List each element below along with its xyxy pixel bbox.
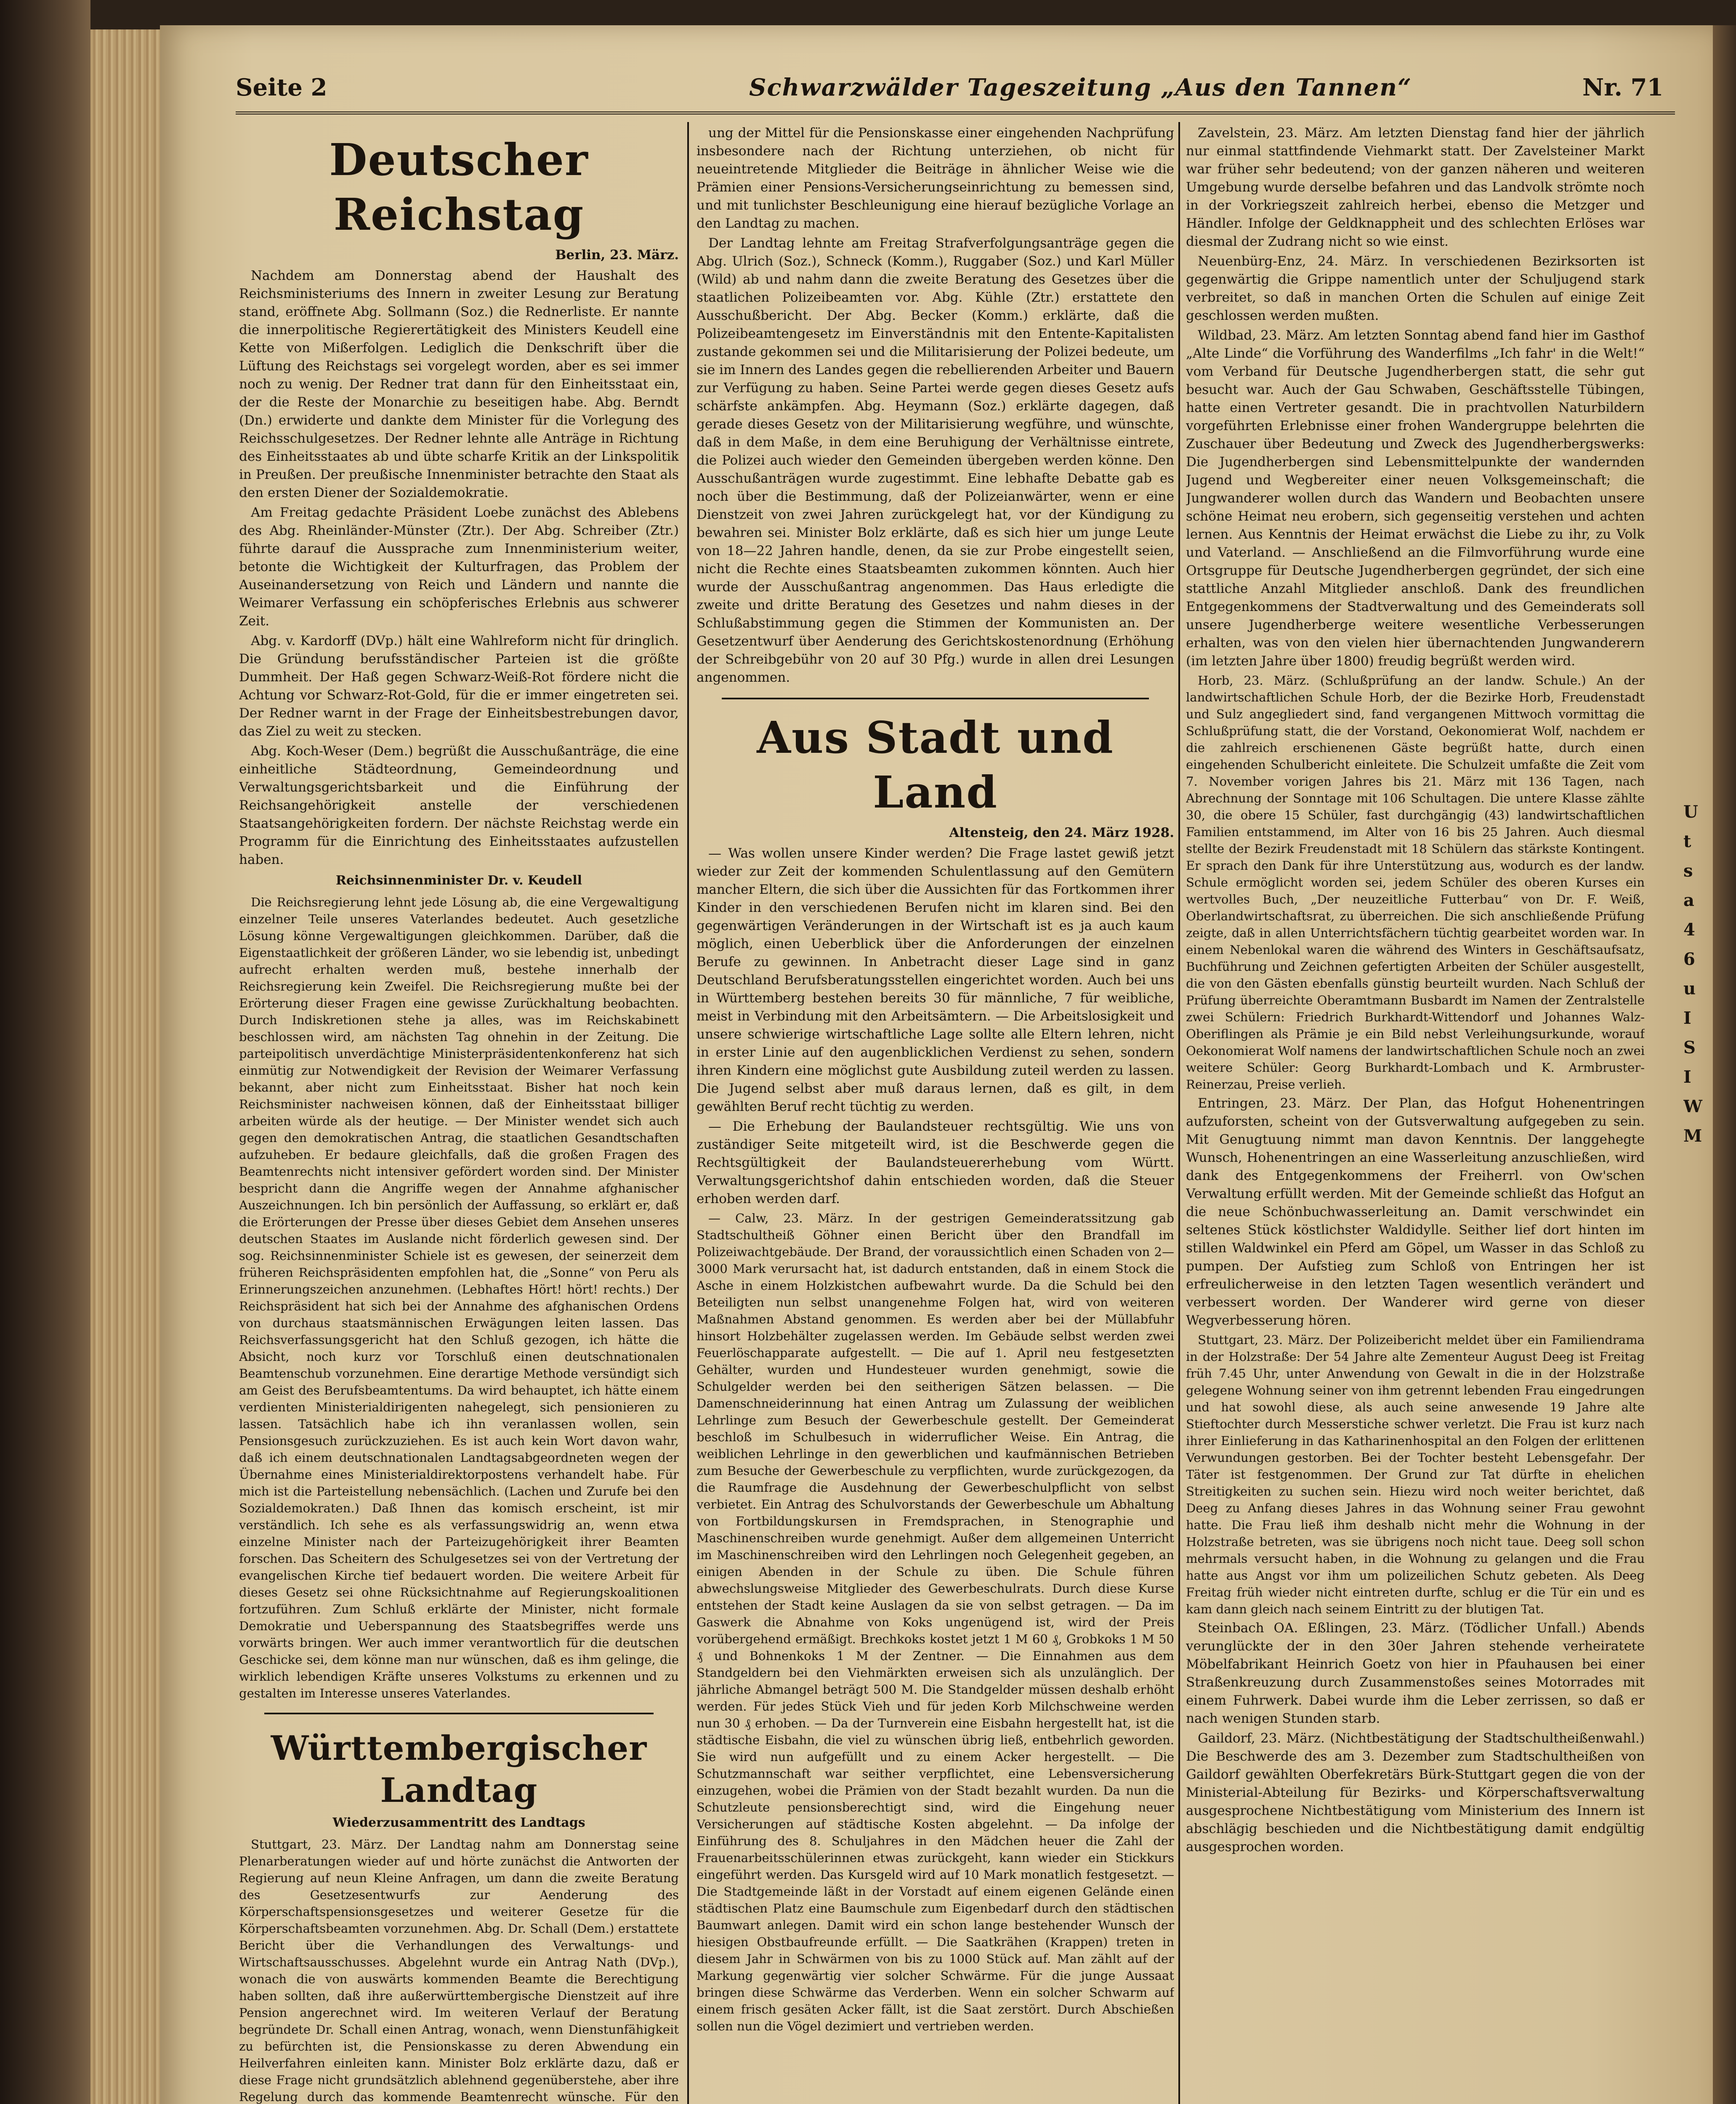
paragraph: Wildbad, 23. März. Am letzten Sonntag abend fand hier im Gasthof „Alte Linde“ die Vorführung des Wanderfilms „Ich fahr' in die Welt!“ vom Verband für Deutsche Jugendherbergen statt, die sehr gut besucht war. Auch der Gau Schwaben, Geschäftsstelle Tübingen, hatte einen Vertreter gesandt. Die in prachtvollen Naturbildern vorgeführten Erlebnisse einer frohen Wandergruppe belehrten die Zuschauer über Bedeutung und Zweck des Jugendherbergswerks: Die Jugendherbergen sind Lebensmittelpunkte der wandernden Jugend und Wegbereiter einer neuen Volksgemeinschaft; die Jungwanderer wollen durch das Wandern und Beobachten unsere schöne Heimat neu erobern, sich gegenseitig verstehen und achten lernen. Aus Kenntnis der Heimat erwächst die Liebe zu ihr, zu Volk und Vaterland. — Anschließend an die Filmvorführung wurde eine Ortsgruppe für Deutsche Jugendherbergen gegründet, der sich eine stattliche Anzahl Mitglieder anschloß. Dank des freundlichen Entgegenkommens der Stadtverwaltung und des Gemeinderats soll unsere Jugendherberge weitere wesentliche Verbesserungen erhalten, was von den vielen hier übernachtenden Jungwanderern (im letzten Jahre über 1800) freudig begrüßt werden wird. <box>1186 328 1645 669</box>
paragraph: ung der Mittel für die Pensionskasse einer eingehenden Nachprüfung insbesondere nach der Richtung unterziehen, ob nicht für neueintretende Mitglieder die Beiträge in ähnlicher Weise wie die Prämien einer Pensions-Versicherungseinrichtung zu bemessen sind, und mit tunlichster Beschleunigung eine hierauf bezügliche Vorlage an den Landtag zu machen. <box>697 125 1174 231</box>
paragraph: Steinbach OA. Eßlingen, 23. März. (Tödlicher Unfall.) Abends verunglückte der in den 30er Jahren stehende verheiratete Möbelfabrikant Heinrich Goetz von hier in Pfauhausen bei einer Straßenkreuzung durch Zusammenstoßes seines Motorrades mit einem Fuhrwerk. Dabei wurde ihm die Leber zerrissen, so daß er nach wenigen Stunden starb. <box>1186 1621 1645 1726</box>
headline-reichstag: Deutscher Reichstag <box>329 134 589 240</box>
issue-number: Nr. 71 <box>1582 74 1664 101</box>
text-fragment: 4 <box>1683 920 1695 940</box>
book-binding <box>0 0 90 2104</box>
paragraph: — Calw, 23. März. In der gestrigen Gemeinderatssitzung gab Stadtschultheiß Göhner einen Bericht über den Brandfall im Polizeiwachtgebäude. Der Brand, der voraussichtlich einen Schaden von 2—3000 Mark verursacht hat, ist dadurch entstanden, daß in einem Stock die Asche in einem Holzkistchen aufbewahrt wurde. Da die Schuld bei den Beteiligten nun selbst unangenehme Folgen hat, wird von weiteren Maßnahmen Abstand genommen. Es werden aber bei der Müllabfuhr hinsort Holzbehälter zugelassen werden. Im Gebäude selbst werden zwei Feuerlöschapparate aufgestellt. — Die auf 1. April neu festgesetzten Gehälter, wurden und Hundesteuer wurden genehmigt, sowie die Schulgelder werden bei den seitherigen Sätzen belassen. — Die Damenschneiderinnung hat einen Antrag um Zulassung der weiblichen Lehrlinge zum Besuch der Gewerbeschule gestellt. Der Gemeinderat beschloß im Schulbesuch in widerruflicher Weise. Ein Antrag, die weiblichen Lehrlinge in den gewerblichen und kaufmännischen Betrieben zum Besuche der Gewerbeschule zu verpflichten, wurde zurückgezogen, da die Raumfrage die Ausdehnung der Gewerbeschulpflicht von selbst verbietet. Ein Antrag des Schulvorstands der Gewerbeschule um Abhaltung von Fortbildungskursen in Fremdsprachen, in Stenographie und Maschinenschreiben wurde genehmigt. Außer dem allgemeinen Unterricht im Maschinenschreiben wird den Lehrlingen noch Gelegenheit gegeben, an einigen Abenden in der Schule zu üben. Die Schule führen abwechslungsweise Mitglieder des Gewerbeschulrats. Durch diese Kurse entstehen der Stadt keine Auslagen da sie von selbst getragen. — Da im Gaswerk die Abnahme von Koks ungenügend ist, wird der Preis vorübergehend ermäßigt. Brechkoks kostet jetzt 1 M 60 ₰, Grobkoks 1 M 50 ₰ und Bohnenkoks 1 M der Zentner. — Die Einnahmen aus dem Standgeldern bei den Viehmärkten erweisen sich als unzulänglich. Der jährliche Abmangel beträgt 500 M. Die Standgelder müssen deshalb erhöht werden. Für jedes Stück Vieh und für jeden Korb Milchschweine werden nun 30 ₰ erhoben. — Da der Turnverein eine Eisbahn hergestellt hat, ist die städtische Eisbahn, die viel zu wünschen übrig ließ, entbehrlich geworden. Sie wird nun aufgefüllt und zu einem Acker hergestellt. — Die Schutzmannschaft war seither verpflichtet, eine Lebensversicherung einzugehen, wobei die Prämien von der Stadt bezahlt wurden. Da nun die Schutzleute pensionsberechtigt sind, wird die Eingehung neuer Versicherungen auf städtische Kosten abgelehnt. — Da infolge der Einführung des 8. Schuljahres in den Mädchen heuer die Zahl der Frauenarbeitsschülerinnen etwas zurückgeht, kann wieder ein Stickkurs eingeführt werden. Das Kursgeld wird auf 10 Mark monatlich festgesetzt. — Die Stadtgemeinde läßt in der Vorstadt auf einem eigenen Gelände einen städtischen Platz eine Baumschule zum Eigenbedarf durch den städtischen Baumwart anlegen. Damit wird ein schon lange bestehender Wunsch der hiesigen Obstbaufreunde erfüllt. — Die Saatkrähen (Krappen) treten in diesem Jahr in Schwärmen von bis zu 1000 Stück auf. Man zählt auf der Markung gegenwärtig vier solcher Schwärme. Für die junge Aussaat bringen diese Schwärme das Verderben. Wenn ein solcher Schwarm auf einem frisch gesäten Acker fällt, ist die Saat zerstört. Durch Abschießen sollen nun die Vögel dezimiert und vertrieben werden. <box>697 1211 1174 2033</box>
paragraph: — Was wollen unsere Kinder werden? Die Frage lastet gewiß jetzt wieder zur Zeit der kommenden Schulentlassung auf den Gemütern mancher Eltern, die sich über die Aussichten für das Fortkommen ihrer Kinder in den verschiedenen Berufen nicht im klaren sind. Bei den gegenwärtigen Veränderungen in der Wirtschaft ist es ja auch kaum möglich, einen Ueberblick über die Anforderungen der einzelnen Berufe zu gewinnen. In Anbetracht dieser Lage sind in ganz Deutschland Berufsberatungsstellen eingerichtet worden. Auch bei uns in Württemberg bestehen bereits 30 für männliche, 7 für weibliche, meist in Verbindung mit den Arbeitsämtern. — Die Arbeitslosigkeit und unsere schwierige wirtschaftliche Lage sollte alle Eltern lehren, nicht in erster Linie auf den augenblicklichen Verdienst zu sehen, sondern ihren Kindern eine möglichst gute Ausbildung zuteil werden zu lassen. Die Jugend selbst aber muß daraus lernen, daß es gilt, in dem gewählten Beruf recht tüchtig zu werden. <box>697 846 1174 1114</box>
paragraph: Zavelstein, 23. März. Am letzten Dienstag fand hier der jährlich nur einmal stattfindende Viehmarkt statt. Der Zavelsteiner Markt war früher sehr bedeutend; von der ganzen näheren und weiteren Umgebung wurde derselbe befahren und das Landvolk strömte noch in der Vorkriegszeit zahlreich herbei, ebenso die Metzger und Händler. Infolge der Geldknappheit und des schlechten Erlöses war diesmal der Zudrang nicht so wie einst. <box>1186 125 1645 249</box>
right-edge-shadow <box>1713 25 1736 2104</box>
section-rule <box>264 1713 654 1714</box>
paragraph: Der Landtag lehnte am Freitag Strafverfolgungsanträge gegen die Abg. Ulrich (Soz.), Schneck (Komm.), Ruggaber (Soz.) und Karl Müller (Wild) ab und nahm dann die zweite Beratung des Gesetzes über die staatlichen Polizeibeamten vor. Abg. Kühle (Ztr.) erstattete den Ausschußbericht. Der Abg. Becker (Komm.) erklärte, daß die Polizeibeamtengesetz im Einverständnis mit den Entente-Kapitalisten zustande gekommen sei und die Militarisierung der Polizei bedeute, um sie im Innern des Landes gegen die rebellierenden Arbeiter und Bauern zur Verfügung zu haben. Seine Partei werde gegen dieses Gesetz aufs schärfste ankämpfen. Abg. Heymann (Soz.) erklärte dagegen, daß gerade dieses Gesetz von der Militarisierung wegführe, und wünschte, daß in dem Maße, in dem eine Beruhigung der Verhältnisse eintrete, die Polizei auch wieder den Gemeinden übergeben werden könne. Den Ausschußanträgen wurde zugestimmt. Eine lebhafte Debatte gab es noch über die Bestimmung, daß der Polizeianwärter, wenn er eine Dienstzeit von zwei Jahren zurückgelegt hat, vor der Kündigung zu bewahren sei. Minister Bolz erklärte, daß es sich hier um junge Leute von 18—22 Jahren handle, denen, da sie zur Probe eingestellt seien, nicht die Rechte eines Staatsbeamten zukommen könnten. Auch hier wurde der Ausschußantrag angenommen. Das Haus erledigte die zweite und dritte Beratung des Gesetzes und nahm dieses in der Schlußabstimmung gegen die Stimmen der Kommunisten an. Der Gesetzentwurf über Aenderung des Gerichtskostenordnung (Erhöhung der Schreibgebühr von 20 auf 30 Pfg.) wurde in allen drei Lesungen angenommen. <box>697 236 1174 685</box>
column-3 <box>1186 124 1645 2104</box>
column-divider <box>687 122 689 2104</box>
headline-landtag: Württembergischer Landtag <box>271 1728 647 1810</box>
text-fragment: u <box>1683 979 1696 999</box>
page-number-label: Seite 2 <box>236 74 327 101</box>
text-fragment: U <box>1683 802 1698 822</box>
dateline: Altensteig, den 24. März 1928. <box>949 825 1174 840</box>
paragraph: — Die Erhebung der Baulandsteuer rechtsgültig. Wie uns von zuständiger Seite mitgeteilt wird, ist die Beschwerde gegen die Rechtsgültigkeit der Baulandsteuererhebung vom Württ. Verwaltungsgerichtshof dahin entschieden worden, daß die Steuer erhoben werden darf. <box>697 1119 1174 1206</box>
column-divider <box>1178 122 1180 2104</box>
next-page-fragment <box>1683 800 1713 1809</box>
paragraph: Abg. Koch-Weser (Dem.) begrüßt die Ausschußanträge, die eine einheitliche Städteordnung, Gemeindeordnung und Verwaltungsgerichtsbarkeit und die Einführung der Reichsangehörigkeit anstelle der verschiedenen Staatsangehörigkeiten fordern. Der nächste Reichstag werde ein Programm für die Einrichtung des Einheitsstaates aufzustellen haben. <box>239 744 679 867</box>
paragraph: Stuttgart, 23. März. Der Landtag nahm am Donnerstag seine Plenarberatungen wieder auf und hörte zunächst die Antworten der Regierung auf neun Kleine Anfragen, um dann die zweite Beratung des Gesetzesentwurfs zur Aenderung des Körperschaftspensionsgesetzes und weiterer Gesetze für die Körperschaftsbeamten vorzunehmen. Abg. Dr. Schall (Dem.) erstattete Bericht über die Verhandlungen des Verwaltungs- und Wirtschaftsausschusses. Abgelehnt wurde ein Antrag Nath (DVp.), wonach die von auswärts kommenden Beamte die Berechtigung haben sollten, daß ihre außerwürttembergische Dienstzeit auf ihre Pension angerechnet wird. Im weiteren Verlauf der Beratung begründete Dr. Schall einen Antrag, wonach, wenn Dienstunfähigkeit zu befürchten ist, die Pensionskasse zu deren Abwendung ein Heilverfahren einleiten kann. Minister Bolz erklärte dazu, daß er diese Frage nicht grundsätzlich ablehnend gegenüberstehe, aber ihre Regelung durch das kommende Beamtenrecht wünsche. Für den <box>239 1837 679 2104</box>
paragraph: Am Freitag gedachte Präsident Loebe zunächst des Ablebens des Abg. Rheinländer-Münster (Ztr.). Der Abg. Schreiber (Ztr.) führte darauf die Aussprache zum Innenministerium weiter, betonte die Wichtigkeit der Kulturfragen, das Problem der Auseinandersetzung von Reich und Ländern und nannte die Weimarer Verfassung ein schöpferisches Erlebnis aus schwerer Zeit. <box>239 505 679 629</box>
paragraph: Neuenbürg-Enz, 24. März. In verschiedenen Bezirksorten ist gegenwärtig die Grippe namentlich unter der Schuljugend stark verbreitet, so daß in manchen Orten die Schulen auf einige Zeit geschlossen werden mußten. <box>1186 254 1645 323</box>
section-rule <box>722 698 1149 699</box>
text-fragment: M <box>1683 1126 1702 1146</box>
text-fragment: I <box>1683 1067 1691 1087</box>
paragraph: Horb, 23. März. (Schlußprüfung an der landw. Schule.) An der landwirtschaftlichen Schule Horb, der die Bezirke Horb, Freudenstadt und Sulz angegliedert sind, fand vergangenen Mittwoch vormittag die Schlußprüfung statt, die der Vorstand, Oekonomierat Wolf, nachdem er die zahlreich erschienenen Gäste begrüßt hatte, durch einen eingehenden Schulbericht einleitete. Die Schulzeit umfaßte die Zeit vom 7. November vorigen Jahres bis 21. März mit 136 Tagen, nach Abrechnung der Sonntage mit 106 Schultagen. Die untere Klasse zählte 30, die obere 15 Schüler, fast durchgängig (43) landwirtschaftlichen Familien entstammend, im Alter von 16 bis 25 Jahren. Auch diesmal stellte der Bezirk Freudenstadt mit 18 Schülern das stärkste Kontingent. Er sprach den Dank für ihre Unterstützung aus, wodurch es der landw. Schule ermöglicht worden sei, jedem Schüler des oberen Kurses ein wertvolles Buch, „Der neuzeitliche Futterbau“ von Dr. F. Weiß, Oberlandwirtschaftsrat, zu überreichen. Die sich anschließende Prüfung zeigte, daß in allen Unterrichtsfächern tüchtig gearbeitet worden war. In einem Nebenlokal waren die während des Winters in Geschäftsaufsatz, Buchführung und Zeichnen gefertigten Arbeiten der Schüler ausgestellt, die von den Gästen ebenfalls günstig beurteilt wurden. Nach Schluß der Prüfung überreichte Oberamtmann Busbardt im Namen der Zentralstelle zwei Schülern: Friedrich Burkhardt-Wittendorf und Johannes Walz-Oberiflingen als Prämie je ein Bild nebst Verleihungsurkunde, worauf Oekonomierat Wolf namens der landwirtschaftlichen Schule noch an zwei weitere Schüler: Georg Burkhardt-Lombach und K. Armbruster-Reinerzau, Preise verlieh. <box>1186 673 1645 1092</box>
text-fragment: 6 <box>1683 949 1695 969</box>
text-fragment: a <box>1683 890 1694 910</box>
paragraph: Stuttgart, 23. März. Der Polizeibericht meldet über ein Familiendrama in der Holzstraße: Der 54 Jahre alte Zementeur August Deeg ist Freitag früh 7.45 Uhr, unter Anwendung von Gewalt in die in der Holzstraße gelegene Wohnung seiner von ihm getrennt lebenden Frau eingedrungen und hat sowohl diese, als auch seine anwesende 19 Jahre alte Stieftochter durch Messerstiche schwer verletzt. Die Frau ist kurz nach ihrer Einlieferung in das Katharinenhospital an den Folgen der erlittenen Verwundungen gestorben. Bei der Tochter besteht Lebensgefahr. Der Täter ist festgenommen. Der Grund zur Tat dürfte in ehelichen Streitigkeiten zu suchen sein. Hiezu wird noch weiter berichtet, daß Deeg zu Anfang dieses Jahres in das Wohnung seiner Frau gewohnt hatte. Die Frau ließ ihm deshalb nicht mehr die Wohnung in der Holzstraße betreten, was sie übrigens noch nicht taue. Deeg soll schon mehrmals versucht haben, in die Wohnung zu gelangen und die Frau hatte aus Angst vor ihm um polizeilichen Schutz gebeten. Als Deeg Freitag früh wieder nicht eintreten durfte, schlug er die Tür ein und es kam dann gleich nach seinem Eintritt zu der blutigen Tat. <box>1186 1333 1645 1616</box>
paragraph: Die Reichsregierung lehnt jede Lösung ab, die eine Vergewaltigung einzelner Teile unseres Vaterlandes bedeutet. Auch gesetzliche Lösung könne Vergewaltigungen gleichkommen. Darüber, daß die Eigenstaatlichkeit der größeren Länder, wo sie lebendig ist, unbedingt aufrecht erhalten werden muß, bestehe innerhalb der Reichsregierung kein Zweifel. Die Reichsregierung mußte bei der Erörterung dieser Fragen eine gewisse Zurückhaltung beobachten. Durch Indiskretionen stehe ja alles, was im Reichskabinett beschlossen wird, am nächsten Tag ohnehin in der Zeitung. Die parteipolitisch unverdächtige Ministerpräsidentenkonferenz hat sich einmütig zur Notwendigkeit der Revision der Weimarer Verfassung bekannt, aber nicht zum Einheitsstaat. Bisher hat noch kein Reichsminister nachweisen können, daß der Einheitsstaat billiger arbeiten würde als der heutige. — Der Minister wendet sich auch gegen den demokratischen Antrag, die staatlichen Gesandtschaften aufzuheben. Er bedaure gleichfalls, daß die großen Fragen des Beamtenrechts nicht intensiver gefördert worden sind. Der Minister bespricht dann die Angriffe wegen der Annahme afghanischer Auszeichnungen. Ich bin persönlich der Auffassung, so erklärt er, daß die Erörterungen der Presse über dieses Gebiet dem Ansehen unseres deutschen Staates im Auslande nicht förderlich gewesen sind. Der sog. Reichsinnenminister Schiele ist es gewesen, der seinerzeit dem früheren Reichspräsidenten empfohlen hat, die „Sonne“ von Peru als Erinnerungszeichen anzunehmen. (Lebhaftes Hört! hört! rechts.) Der Reichspräsident hat sich bei der Annahme des afghanischen Ordens von durchaus staatsmännischen Erwägungen leiten lassen. Das Reichsverfassungsgericht hat den Schluß gezogen, ich hätte die Absicht, noch kurz vor Torschluß einen deutschnationalen Beamtenschub vorzunehmen. Eine derartige Methode versündigt sich am Geist des Berufsbeamtentums. Da wird behauptet, ich hätte einem verdienten Ministerialdirigenten nahegelegt, sich pensionieren zu lassen. Tatsächlich habe ich ihn veranlassen wollen, sein Pensionsgesuch zurückzuziehen. Es ist auch kein Wort davon wahr, daß ich einem deutschnationalen Landtagsabgeordneten wegen der Übernahme eines Ministerialdirektorpostens verhandelt habe. Für mich ist die Parteistellung nebensächlich. (Lachen und Zurufe bei den Sozialdemokraten.) Daß Ihnen das komisch erscheint, ist mir verständlich. Ich sehe es als verfassungswidrig an, wenn etwa einzelne Minister nach der Parteizugehörigkeit ihrer Beamten forschen. Das Scheitern des Schulgesetzes sei von der Vertretung der evangelischen Kirche tief bedauert worden. Die weitere Arbeit für dieses Gesetz sei ohne Rücksichtnahme auf Regierungskoalitionen fortzuführen. Zum Schluß erklärte der Minister, nicht formale Demokratie und Ueberspannung des Staatsbegriffes werde uns vorwärts bringen. Wer auch immer verantwortlich für die deutschen Geschicke sei, dem könne man nur wünschen, daß es ihm gelinge, die wirklich lebendigen Kräfte unseres Volkstums zu erkennen und zu gestalten im Interesse unseres Vaterlandes. <box>239 895 679 1700</box>
subheading: Wiederzusammentritt des Landtags <box>332 1815 585 1830</box>
text-fragment: t <box>1683 832 1691 851</box>
paragraph: Abg. v. Kardorff (DVp.) hält eine Wahlreform nicht für dringlich. Die Gründung berufsständischer Parteien ist die größte Dummheit. Der Haß gegen Schwarz-Weiß-Rot fördere nicht die Achtung vor Schwarz-Rot-Gold, für die er immer eingetreten sei. Der Redner warnt in der Frage der Einheitsbestrebungen davor, das Ziel zu weit zu stecken. <box>239 633 679 739</box>
subheading: Reichsinnenminister Dr. v. Keudell <box>335 873 582 888</box>
text-fragment: S <box>1683 1038 1696 1057</box>
paragraph: Entringen, 23. März. Der Plan, das Hofgut Hohenentringen aufzuforsten, scheint von der Gutsverwaltung aufgegeben zu sein. Mit Genugtuung nimmt man davon Kenntnis. Der langgehegte Wunsch, Hohenentringen an eine Wasserleitung anzuschließen, wird dank des Entgegenkommens der Freiherrl. von Ow'schen Verwaltung erfüllt werden. Mit der Gemeinde schließt das Hofgut an die neue Schönbuchwasserleitung an. Damit verschwindet ein seltenes Stück köstlichster Waldidylle. Seither lief dort hinten im stillen Waldwinkel ein Pferd am Göpel, um Wasser in das Schloß zu pumpen. Der Aufstieg zum Schloß von Entringen her ist erfreulicherweise in den letzten Tagen wesentlich verändert und verbessert worden. Der Wanderer wird gerne von dieser Wegverbesserung hören. <box>1186 1096 1645 1328</box>
header-rule <box>236 112 1675 114</box>
headline-stadt-und-land: Aus Stadt und Land <box>757 712 1114 818</box>
newspaper-title: Schwarzwälder Tageszeitung „Aus den Tannen“ <box>749 74 1412 101</box>
text-fragment: I <box>1683 1008 1691 1028</box>
paragraph: Nachdem am Donnerstag abend der Haushalt des Reichsministeriums des Innern in zweiter Lesung zur Beratung stand, eröffnete Abg. Sollmann (Soz.) die Rednerliste. Er nannte die innerpolitische Regierertätigkeit des Ministers Keudell eine Kette von Mißerfolgen. Lediglich die Denkschrift über die Lüftung des Reichstags sei vorgelegt worden, aber es sei immer noch zu wenig. Der Redner trat dann für den Einheitsstaat ein, der die Reste der Monarchie zu beseitigen habe. Abg. Berndt (Dn.) erwiderte und dankte dem Minister für die Vorlegung des Reichsschulgesetzes. Der Redner lehnte alle Anträge in Richtung des Einheitsstaates ab und übte scharfe Kritik an der Linkspolitik in Preußen. Der preußische Innenminister betrachte den Staat als den ersten Diener der Sozialdemokratie. <box>239 268 679 500</box>
dateline: Berlin, 23. März. <box>555 247 679 263</box>
column-1 <box>239 124 679 2104</box>
text-fragment: W <box>1683 1097 1702 1116</box>
text-fragment: s <box>1683 861 1693 881</box>
column-2 <box>697 124 1174 2104</box>
paragraph: Gaildorf, 23. März. (Nichtbestätigung der Stadtschultheißenwahl.) Die Beschwerde des am 3. Dezember zum Stadtschultheißen von Gaildorf gewählten Oberfekretärs Bürk-Stuttgart gegen die von der Ministerial-Abteilung für Bezirks- und Körperschaftsverwaltung ausgesprochene Nichtbestätigung vom Ministerium des Innern ist abschlägig beschieden und die Nichtbestätigung damit endgültig ausgesprochen worden. <box>1186 1731 1645 1854</box>
article-body <box>239 267 679 1702</box>
